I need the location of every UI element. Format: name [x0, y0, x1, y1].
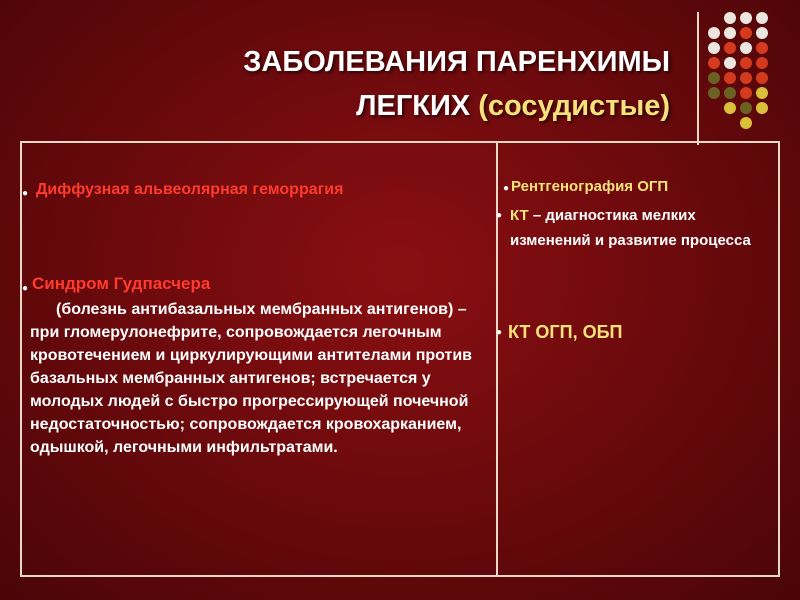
decorative-dot — [740, 117, 752, 129]
decorative-dot — [724, 72, 736, 84]
decorative-dot — [740, 42, 752, 54]
decorative-dot — [708, 42, 720, 54]
bullet-icon: ● — [22, 283, 29, 294]
decorative-dot-grid — [708, 12, 774, 132]
decorative-dot — [756, 72, 768, 84]
decorative-dot — [708, 57, 720, 69]
right-item-ct — [510, 203, 768, 253]
title-vertical-divider — [697, 12, 699, 145]
decorative-dot — [724, 27, 736, 39]
decorative-dot — [724, 57, 736, 69]
left-item-goodpasture: Синдром Гудпасчера — [32, 274, 211, 293]
decorative-dot — [708, 87, 720, 99]
decorative-dot — [724, 12, 736, 24]
decorative-dot — [740, 27, 752, 39]
decorative-dot — [756, 57, 768, 69]
column-divider — [496, 143, 498, 575]
slide-title — [110, 40, 670, 128]
title-highlight: (сосудистые) — [478, 90, 670, 122]
decorative-dot — [724, 102, 736, 114]
decorative-dot — [756, 102, 768, 114]
decorative-dot — [740, 102, 752, 114]
decorative-dot — [740, 72, 752, 84]
decorative-dot — [756, 87, 768, 99]
left-item-diffuse-hemorrhage: Диффузная альвеолярная геморрагия — [36, 181, 344, 198]
decorative-dot — [740, 57, 752, 69]
left-item-description: (болезнь антибазальных мембранных антигенов) – при гломерулонефрите, сопровождается легочным кровотечением и циркулирующими антителами против базальных мембранных антигенов; встречается у молодых людей с быстро прогрессирующей почечной недостаточностью; сопровождается кровохарканием, одышкой, легочными инфильтратами. — [30, 301, 473, 456]
decorative-dot — [708, 27, 720, 39]
bullet-icon: ● — [22, 188, 29, 199]
decorative-dot — [708, 72, 720, 84]
title-word: ЛЕГКИХ — [356, 90, 471, 122]
title-line-2 — [110, 84, 670, 128]
bullet-icon: ● — [496, 210, 503, 221]
bullet-icon: ● — [503, 183, 510, 194]
decorative-dot — [724, 42, 736, 54]
ct-label: КТ — [510, 207, 529, 224]
decorative-dot — [756, 42, 768, 54]
right-item-ct-ogp-obp: КТ ОГП, ОБП — [508, 322, 623, 342]
bullet-icon: ● — [496, 327, 503, 338]
decorative-dot — [756, 12, 768, 24]
decorative-dot — [740, 12, 752, 24]
decorative-dot — [740, 87, 752, 99]
right-item-radiography: Рентгенография ОГП — [511, 178, 669, 195]
decorative-dot — [756, 27, 768, 39]
title-line-1: ЗАБОЛЕВАНИЯ ПАРЕНХИМЫ — [243, 46, 670, 78]
ct-description: – диагностика мелких изменений и развитие процесса — [510, 207, 751, 249]
content-table — [20, 141, 780, 577]
decorative-dot — [724, 87, 736, 99]
